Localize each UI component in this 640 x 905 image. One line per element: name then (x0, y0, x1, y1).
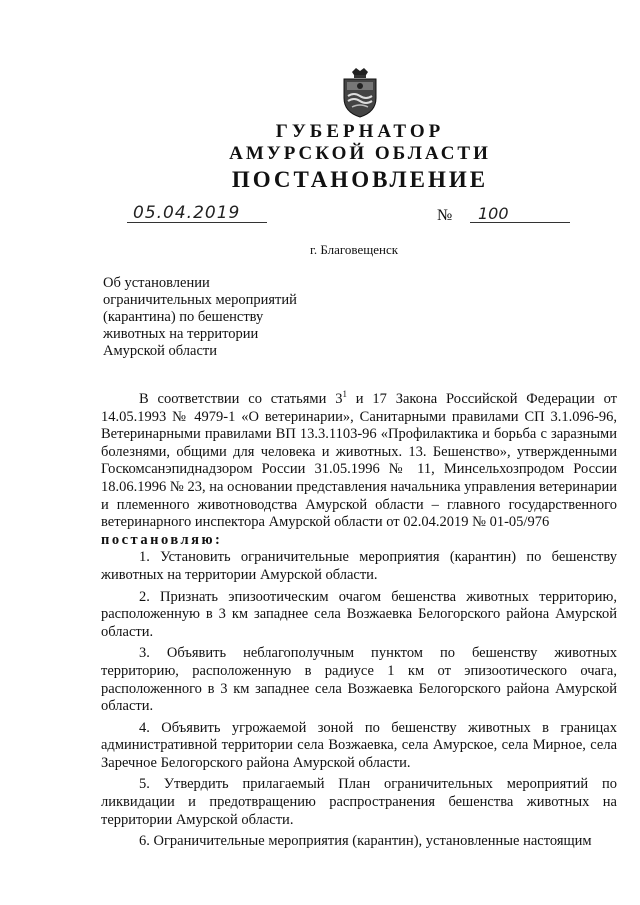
document-type: ПОСТАНОВЛЕНИЕ (231, 167, 489, 192)
number-sign: № (437, 207, 453, 224)
item-paragraph: 3. Объявить неблагополучным пунктом по бешенству животных территорию, расположенную в радиусе 1 км от эпизоотического очага, расположенного в 3 км западнее села Возжаевка Белогорского района Амурской области. (101, 645, 617, 715)
preamble-superscript: 1 (342, 389, 347, 400)
number-underline (470, 222, 570, 223)
item-paragraph: 2. Признать эпизоотическим очагом бешенства животных территорию, расположенную в 3 км западнее села Возжаевка Белогорского района Амурской области. (101, 588, 617, 640)
document-body (101, 391, 617, 851)
city-name: г. Благовещенск (310, 242, 399, 257)
date-underline (127, 222, 267, 223)
item-paragraph: 1. Установить ограничительные мероприятия (карантин) по бешенству животных на территории Амурской области. (101, 549, 617, 583)
subject-line: (карантина) по бешенству (103, 309, 264, 325)
preamble-rest: и 17 Закона Российской Федерации от 14.05.1993 № 4979-1 «О ветеринарии», Санитарными правилами СП 3.1.096-96, Ветеринарными правилами ВП 13.3.1103-96 «Профилактика и борьба с заразными болезнями, общими для человека и животных. 13. Бешенство», утвержденными Госкомсанэпиднадзором России 31.05.1996 № 11, Минсельхозпродом России 18.06.1996 № 23, на основании представления начальника управления ветеринарии и племенного животноводства Амурской области – главного государственного ветеринарного инспектора Амурской области от 02.04.2019 № 01-05/976 (101, 391, 618, 531)
document-subject (103, 275, 333, 360)
subject-line: Об установлении (103, 275, 210, 291)
subject-line: ограничительных мероприятий (103, 292, 297, 308)
item-paragraph: 6. Ограничительные мероприятия (карантин), установленные настоящим (139, 833, 592, 850)
item-paragraph: 4. Объявить угрожаемой зоной по бешенству животных в границах административной территории села Возжаевка, села Амурское, села Мирное, села Заречное Белогорского района Амурской области. (101, 719, 617, 771)
preamble-start: В соответствии со статьями 3 (139, 391, 343, 407)
coat-of-arms-icon (340, 66, 380, 118)
document-date: 05.04.2019 (133, 203, 241, 223)
resolve-word: постановляю: (101, 531, 223, 548)
item-paragraph: 5. Утвердить прилагаемый План ограничительных мероприятий по ликвидации и предотвращению распространения бешенства животных на территории Амурской области. (101, 776, 617, 828)
subject-line: Амурской области (103, 343, 217, 359)
header-governor: ГУБЕРНАТОР (275, 121, 445, 142)
header-region: АМУРСКОЙ ОБЛАСТИ (229, 143, 491, 164)
subject-line: животных на территории (103, 326, 259, 342)
preamble-paragraph (101, 391, 617, 532)
document-number: 100 (478, 204, 509, 223)
